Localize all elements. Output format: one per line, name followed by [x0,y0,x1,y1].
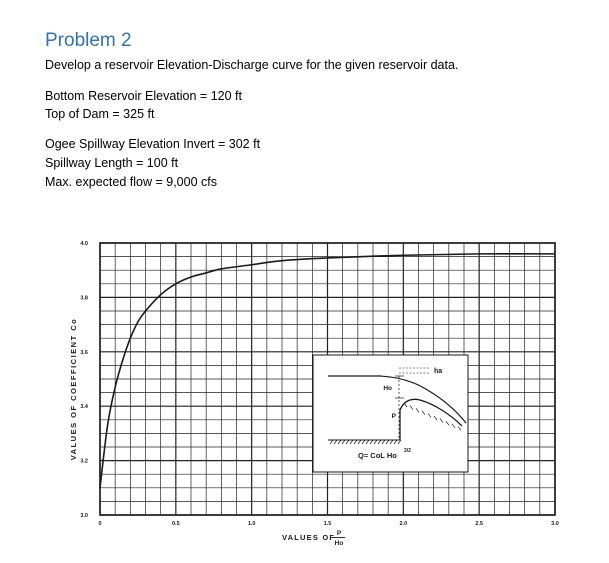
problem-description: Develop a reservoir Elevation-Discharge curve for the given reservoir data. [45,58,459,72]
inset-label-ho: Ho [383,385,392,392]
x-axis-label-numerator: P [336,530,342,537]
max-flow-text: Max. expected flow = 9,000 cfs [45,175,217,189]
x-tick-label: 1.0 [247,521,256,527]
y-tick-label: 4.0 [80,241,88,247]
y-axis-label: VALUES OF COEFFICIENT Co [69,317,78,461]
x-tick-label: 2.0 [399,521,408,527]
x-tick-label: 3.0 [551,521,559,527]
x-axis-label-denominator: Ho [334,540,344,547]
bottom-elevation-text: Bottom Reservoir Elevation = 120 ft [45,89,242,103]
spillway-invert-text: Ogee Spillway Elevation Invert = 302 ft [45,137,261,151]
inset-label-p: P [391,413,396,420]
problem-title: Problem 2 [45,30,132,51]
x-tick-label: 0 [98,521,102,527]
y-tick-label: 3.2 [80,458,88,465]
y-tick-label: 3.6 [80,349,88,356]
inset-equation-exponent: 3/2 [404,448,411,454]
inset-label-ha: ha [434,368,443,375]
inset-equation: Q= CoL Ho [358,451,397,460]
spillway-inset [313,355,468,472]
x-tick-label: 0.5 [172,521,180,527]
spillway-length-text: Spillway Length = 100 ft [45,156,179,170]
x-axis-label: VALUES OF [282,533,336,542]
x-tick-label: 1.5 [323,521,332,527]
y-tick-label: 3.4 [80,404,88,411]
x-tick-label: 2.5 [475,521,483,527]
y-tick-label: 3.0 [80,513,88,519]
top-of-dam-text: Top of Dam = 325 ft [45,107,155,121]
y-tick-label: 3.8 [80,295,88,302]
